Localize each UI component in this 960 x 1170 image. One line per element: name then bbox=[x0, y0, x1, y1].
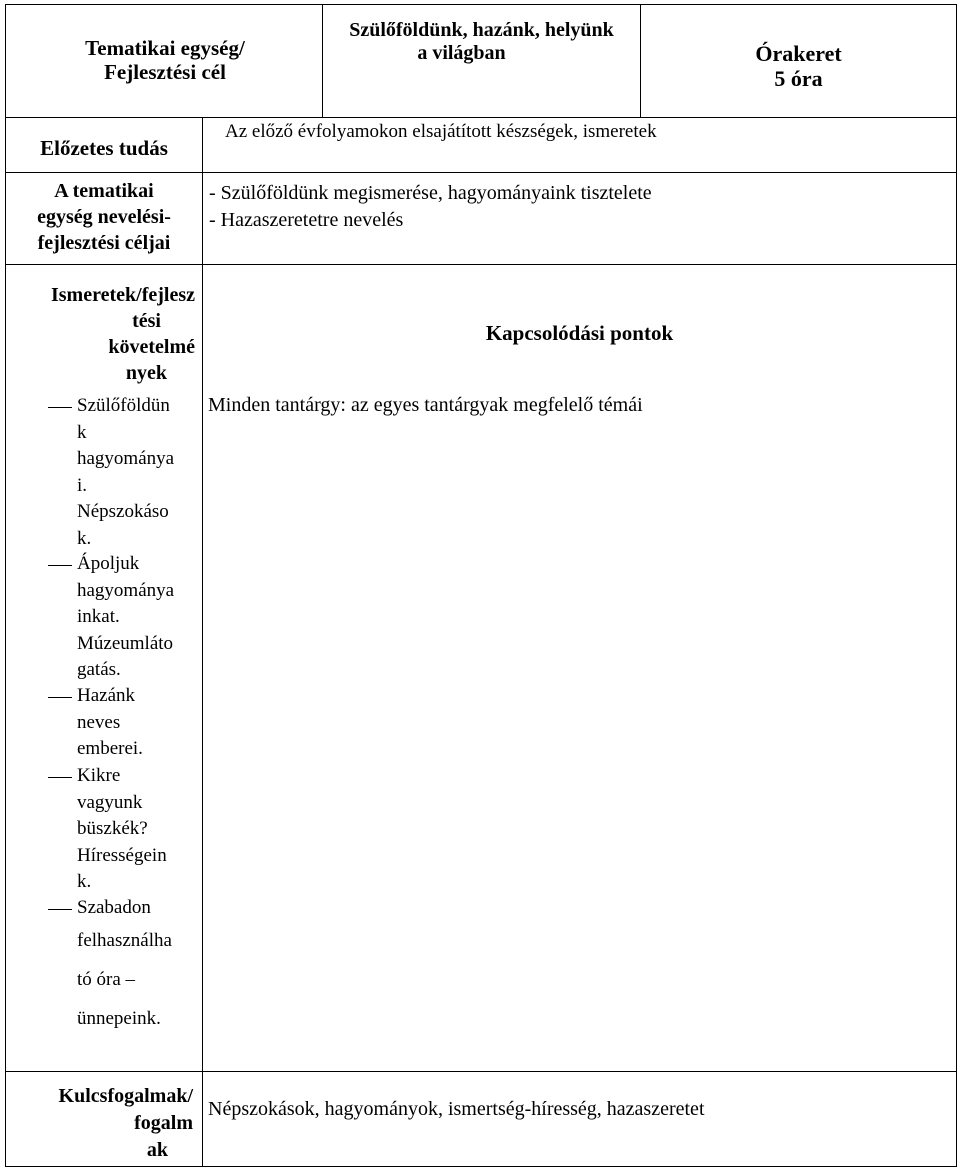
bullet-dash bbox=[48, 565, 72, 566]
requirements-label-line: nyek bbox=[125, 362, 167, 384]
key-concepts-label-line: ak bbox=[146, 1139, 168, 1161]
requirements-label-line: tési bbox=[132, 310, 161, 332]
row-divider-requirements bbox=[5, 1071, 957, 1072]
key-concepts-label-line: fogalm bbox=[134, 1112, 193, 1134]
requirements-label bbox=[6, 282, 195, 386]
list-item-line: vagyunk bbox=[77, 791, 143, 813]
thematic-unit-label bbox=[40, 36, 290, 84]
hours-label: Órakeret bbox=[755, 41, 842, 66]
bullet-dash bbox=[48, 697, 72, 698]
hours-block bbox=[641, 41, 956, 92]
list-item-line: Kikre bbox=[77, 765, 121, 786]
list-item-line: emberei. bbox=[77, 738, 143, 759]
hours-value: 5 óra bbox=[774, 66, 823, 92]
prior-knowledge-label: Előzetes tudás bbox=[40, 136, 168, 160]
list-item bbox=[77, 551, 174, 684]
table-border-right bbox=[956, 4, 957, 1167]
list-item-line: k bbox=[77, 421, 87, 443]
topic-title-line: a világban bbox=[417, 42, 506, 64]
list-item-line: neves bbox=[77, 711, 121, 733]
list-item-line: i. bbox=[77, 474, 88, 496]
list-item-line: Népszokáso bbox=[77, 501, 169, 522]
list-item-line: Szabadon bbox=[77, 897, 151, 918]
table-border-top bbox=[5, 4, 957, 5]
key-concepts-label-line: Kulcsfogalmak/ bbox=[58, 1085, 193, 1107]
prior-knowledge-text: Az előző évfolyamokon elsajátított készségek, ismeretek bbox=[225, 121, 657, 142]
thematic-unit-label-line: Fejlesztési cél bbox=[104, 60, 226, 85]
list-item-line: Hazánk bbox=[77, 685, 136, 706]
list-item-line: tó óra – bbox=[77, 969, 136, 990]
list-item bbox=[77, 393, 174, 552]
thematic-unit-label-line: Tematikai egység/ bbox=[85, 36, 245, 60]
connections-text: Minden tantárgy: az egyes tantárgyak megfelelő témái bbox=[208, 394, 643, 416]
list-item bbox=[77, 763, 167, 896]
row-divider-prior bbox=[5, 172, 957, 173]
list-item bbox=[77, 683, 143, 763]
key-concepts-label bbox=[6, 1083, 193, 1164]
bullet-dash bbox=[48, 909, 72, 910]
key-concepts-text: Népszokások, hagyományok, ismertség-híresség, hazaszeretet bbox=[208, 1098, 705, 1120]
goals-label-line: A tematikai bbox=[54, 180, 154, 202]
row-divider-header bbox=[5, 117, 957, 118]
goals-label-line: egység nevelési- bbox=[37, 206, 171, 228]
list-item-line: hagyománya bbox=[77, 579, 175, 601]
topic-title bbox=[323, 19, 640, 65]
list-item-line: inkat. bbox=[77, 606, 120, 627]
list-item-line: Ápoljuk bbox=[77, 553, 140, 574]
connections-heading: Kapcsolódási pontok bbox=[485, 321, 674, 345]
bullet-dash bbox=[48, 777, 72, 778]
list-item-line: ünnepeink. bbox=[77, 1008, 161, 1029]
goals-label bbox=[6, 178, 202, 256]
table-border-bottom bbox=[5, 1166, 957, 1167]
goals-text bbox=[209, 180, 652, 234]
list-item-line: Múzeumláto bbox=[77, 632, 174, 654]
list-item-line: Szülőföldün bbox=[77, 395, 170, 416]
topic-title-line: Szülőföldünk, hazánk, helyünk bbox=[349, 19, 614, 41]
list-item bbox=[77, 895, 172, 1038]
list-item-line: büszkék? bbox=[77, 818, 148, 839]
list-item-line: k. bbox=[77, 871, 92, 892]
goals-label-line: fejlesztési céljai bbox=[37, 232, 171, 254]
goals-line: - Hazaszeretetre nevelés bbox=[209, 209, 404, 231]
requirements-label-line: követelmé bbox=[108, 336, 195, 358]
list-item-line: felhasználha bbox=[77, 930, 172, 951]
list-item-line: k. bbox=[77, 527, 92, 549]
goals-line: - Szülőföldünk megismerése, hagyományaink tisztelete bbox=[209, 182, 652, 204]
list-item-line: Hírességein bbox=[77, 844, 167, 866]
list-item-line: gatás. bbox=[77, 659, 121, 680]
bullet-dash bbox=[48, 407, 72, 408]
requirements-label-line: Ismeretek/fejlesz bbox=[50, 284, 195, 306]
list-item-line: hagyománya bbox=[77, 448, 175, 469]
column-divider-label bbox=[202, 117, 203, 1167]
row-divider-goals bbox=[5, 264, 957, 265]
